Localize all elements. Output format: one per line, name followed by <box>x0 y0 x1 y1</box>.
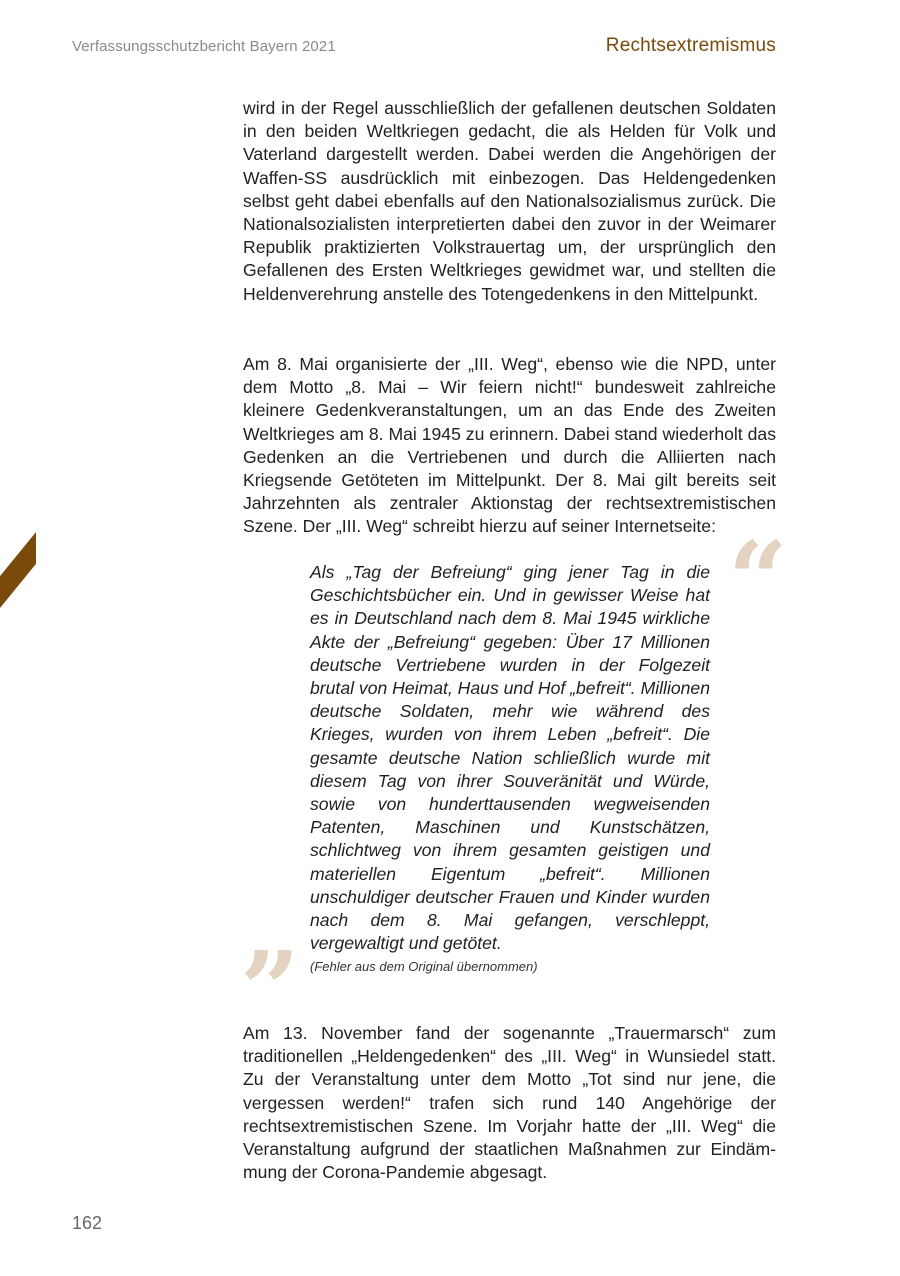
page-number: 162 <box>72 1213 103 1233</box>
running-header-title: Verfassungsschutzbericht Bayern 2021 <box>72 38 336 55</box>
quote-block <box>310 561 710 974</box>
quote-close-mark: ” <box>240 928 300 1051</box>
quote-note: (Fehler aus dem Original übernommen) <box>310 959 538 975</box>
body-paragraph-2: Am 8. Mai organisierte der „III. Weg“, ebenso wie die NPD, unter dem Motto „8. Mai – Wir feiern nicht!“ bundesweit zahlreiche kleinere Gedenkveranstaltungen, um an das Ende des Zweiten Weltkrieges am 8. Mai 1945 zu erinnern. Dabei stand wiederholt das Gedenken an die Vertriebenen und durch die Alliierten nach Kriegsende Getöteten im Mittelpunkt. Der 8. Mai gilt bereits seit Jahrzehnten als zentraler Aktionstag der rechtsextremistischen Szene. Der „III. Weg“ schreibt hierzu auf seiner Internetseite: <box>243 354 776 537</box>
quote-open-mark: “ <box>728 518 788 641</box>
body-paragraph-3: Am 13. November fand der sogenannte „Trauermarsch“ zum traditionellen „Heldengedenken“ des „III. Weg“ in Wunsiedel statt. Zu der Veranstaltung unter dem Motto „Tot sind nur jene, die vergessen werden!“ trafen sich rund 140 Angehörige der rechtsextremistischen Szene. Im Vorjahr hatte der „III. Weg“ die Veranstaltung aufgrund der staatlichen Maßnahmen zur Eindämmung der Corona-Pandemie abgesagt. <box>243 1023 776 1183</box>
chapter-tab-marker <box>0 532 36 608</box>
section-title: Rechtsextremismus <box>605 35 776 56</box>
quote-text: Als „Tag der Befreiung“ ging jener Tag in die Geschichtsbücher ein. Und in gewisser Weise hat es in Deutschland nach dem 8. Mai 1945 wirkliche Akte der „Befreiung“ gegeben: Über 17 Millionen deutsche Vertriebene wurden in der Folgezeit brutal von Heimat, Haus und Hof „befreit“. Millionen deutsche Soldaten, mehr wie während des Krieges, wurden von ihrem Leben „befreit“. Die gesamte deutsche Nation schließlich wurde mit diesem Tag von ihrer Souveränität und Würde, sowie von hunderttausenden wegweisenden Patenten, Maschinen und Kunstschätzen, schlichtweg von ihrem gesamten geistigen und materiellen Eigentum „befreit“. Millionen unschuldiger deutscher Frauen und Kinder wurden nach dem 8. Mai gefangen, verschleppt, vergewaltigt und getötet. <box>310 562 710 954</box>
body-paragraph-1: wird in der Regel ausschließlich der gefallenen deutschen Soldaten in den beiden Weltkriegen gedacht, die als Helden für Volk und Vaterland dargestellt werden. Dabei werden die Angehörigen der Waffen-SS ausdrücklich mit einbezogen. Das Heldengedenken selbst geht dabei ebenfalls auf den Nationalsozialismus zurück. Die Nationalsozialisten interpretierten dabei den zuvor in der Weimarer Republik praktizierten Volkstrauertag um, der ursprünglich den Gefallenen des Ersten Weltkrieges gewidmet war, und stellten die Heldenverehrung anstelle des Totengedenkens in den Mittelpunkt. <box>243 98 776 304</box>
